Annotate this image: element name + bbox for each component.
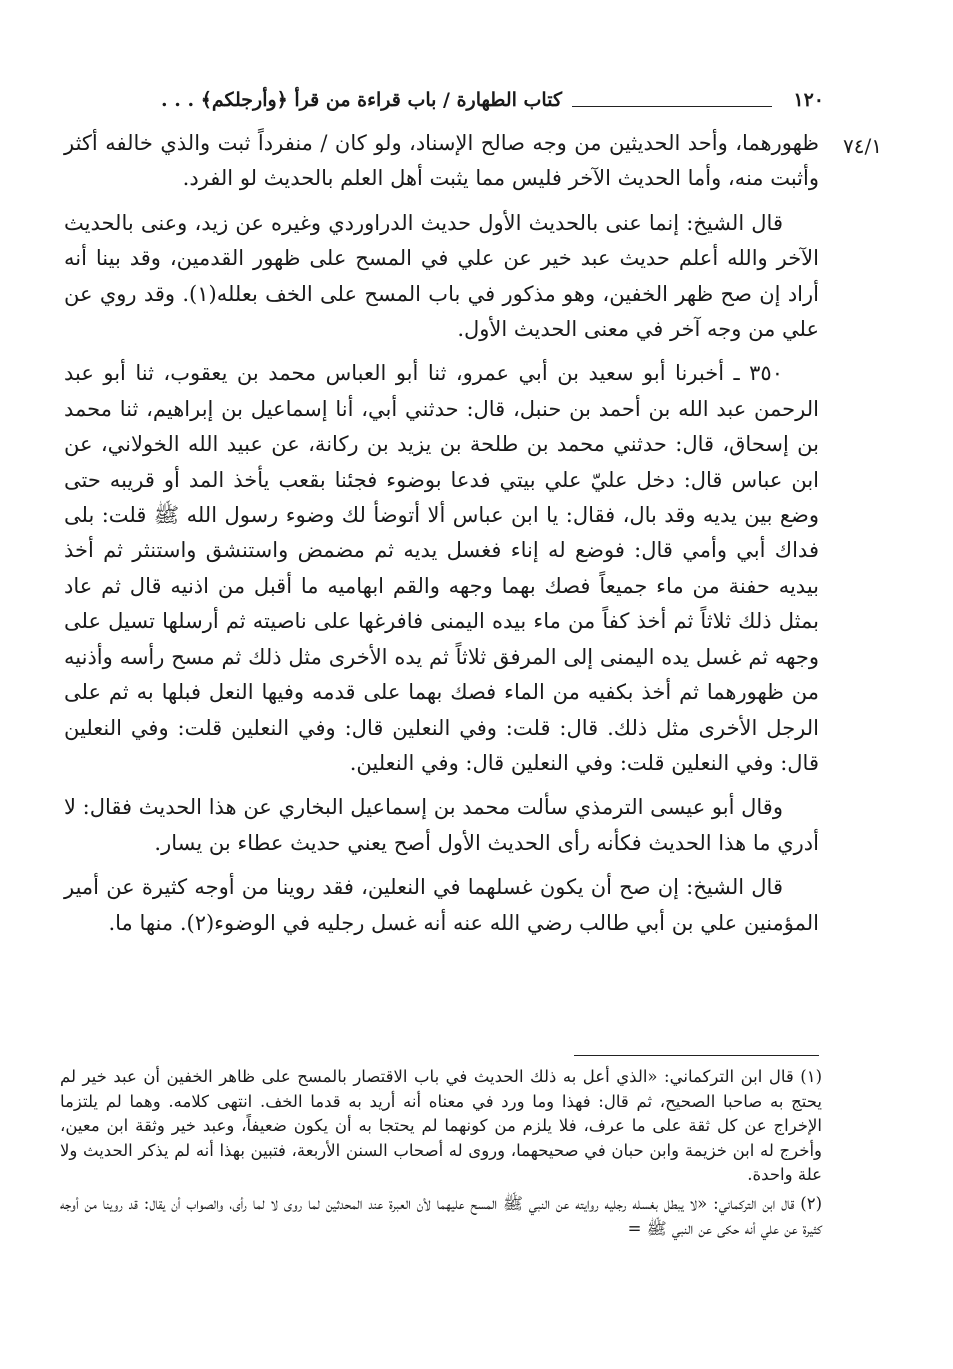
- main-text: [64, 126, 819, 950]
- footnote: (٢) قال ابن التركماني: «لا يبطل بغسله رجليه روايته عن النبي ﷺ المسح عليهما لأن العبرة عند المحدثين لما روى لا لما رأى، والصواب أن يقال: قد روينا من أوجه كثيرة عن علي أنه حكى عن النبي ﷺ =: [60, 1193, 822, 1238]
- paragraph: قال الشيخ: إنما عنى بالحديث الأول حديث الدراوردي وغيره عن زيد، وعنى بالحديث الآخر والله أعلم حديث عبد خير عن علي في المسح على ظهور القدمين، وقد بينا أنه أراد إن صح ظهر الخفين، وهو مذكور في باب المسح على الخف بعلله(١). وقد روي عن علي من وجه آخر في معنى الحديث الأول.: [64, 210, 819, 342]
- header-rule: [572, 106, 772, 107]
- hadith-paragraph: ٣٥٠ ـ أخبرنا أبو سعيد بن أبي عمرو، ثنا أبو العباس محمد بن يعقوب، ثنا أبو عبد الرحمن عبد الله بن أحمد بن حنبل، قال: حدثني أبي، أنا إسماعيل بن إبراهيم، ثنا محمد بن إسحاق، قال: حدثني محمد بن طلحة بن يزيد بن ركانة، عن عبيد الله الخولاني، عن ابن عباس قال: دخل عليّ علي بيتي فدعا بوضوء فجئنا بقعب يأخذ المد أو قريبه حتى وضع بين يديه وقد بال، فقال: يا ابن عباس ألا أتوضأ لك وضوء رسول الله ﷺ قلت: بلى فداك أبي وأمي قال: فوضع له إناء فغسل يديه ثم مضمض واستنشق واستنثر ثم أخذ بيديه حفنة من ماء جميعاً فصك بهما وجهه والقم ابهاميه ما أقبل من اذنيه قال ثم عاد بمثل ذلك ثلاثاً ثم أخذ كفاً من ماء بيده اليمنى فافرغها على ناصيته ثم أرسلها تسيل على وجهه ثم غسل يده اليمنى إلى المرفق ثلاثاً ثم يده الأخرى مثل ذلك ثم مسح رأسه وأذنيه من ظهورهما ثم أخذ بكفيه من الماء فصك بهما على قدمه وفيها النعل فبلها به ثم على الرجل الأخرى مثل ذلك. قال: قلت: وفي النعلين قال: وفي النعلين قلت: وفي النعلين قال: وفي النعلين قلت: وفي النعلين قال: وفي النعلين.: [64, 361, 819, 775]
- paragraph: وقال أبو عيسى الترمذي سألت محمد بن إسماعيل البخاري عن هذا الحديث فقال: لا أدري ما هذا الحديث فكأنه رأى الحديث الأول أصح يعني حديث عطاء بن يسار.: [64, 795, 819, 855]
- footnotes: [60, 1065, 822, 1245]
- page-number: ١٢٠: [793, 89, 824, 111]
- paragraph: قال الشيخ: إن صح أن يكون غسلهما في النعلين، فقد روينا من أوجه كثيرة عن أمير المؤمنين علي بن أبي طالب رضي الله عنه أنه غسل رجليه في الوضوء(٢). منها ما.: [64, 875, 819, 935]
- margin-volume-page-reference: ٧٤/١: [843, 134, 882, 158]
- running-header: [64, 82, 824, 118]
- footnote-separator: [574, 1055, 819, 1056]
- paragraph: ظهورهما، وأحد الحديثين من وجه صالح الإسناد، ولو كان / منفرداً ثبت والذي خالفه أكثر وأثبت منه، وأما الحديث الآخر فليس مما يثبت أهل العلم بالحديث لو الفرد.: [64, 131, 819, 191]
- running-title: كتاب الطهارة / باب قراءة من قرأ ﴿وأرجلكم﴾ . . .: [161, 89, 562, 111]
- footnote: (١) قال ابن التركماني: «الذي أعل به ذلك الحديث في باب الاقتصار بالمسح على ظاهر الخفين أن عبد خير لم يحتج به صاحبا الصحيح، ثم قال: فهذا وما ورد في معناه أنه أريد به قدما الخف. انتهى كلامه. وهما لم يلتزما الإخراج عن كل ثقة على ما عرف، فلا يلزم من كونهما لم يحتجا به أن يكون ضعيفاً، وعبد خير وثقة ابن معين، وأخرج له ابن خزيمة وابن حبان في صحيحهما، وروى له أصحاب السنن الأربعة، فتبين بهذا أنه لم يذكر الحديث ولا علة واحدة.: [60, 1067, 822, 1185]
